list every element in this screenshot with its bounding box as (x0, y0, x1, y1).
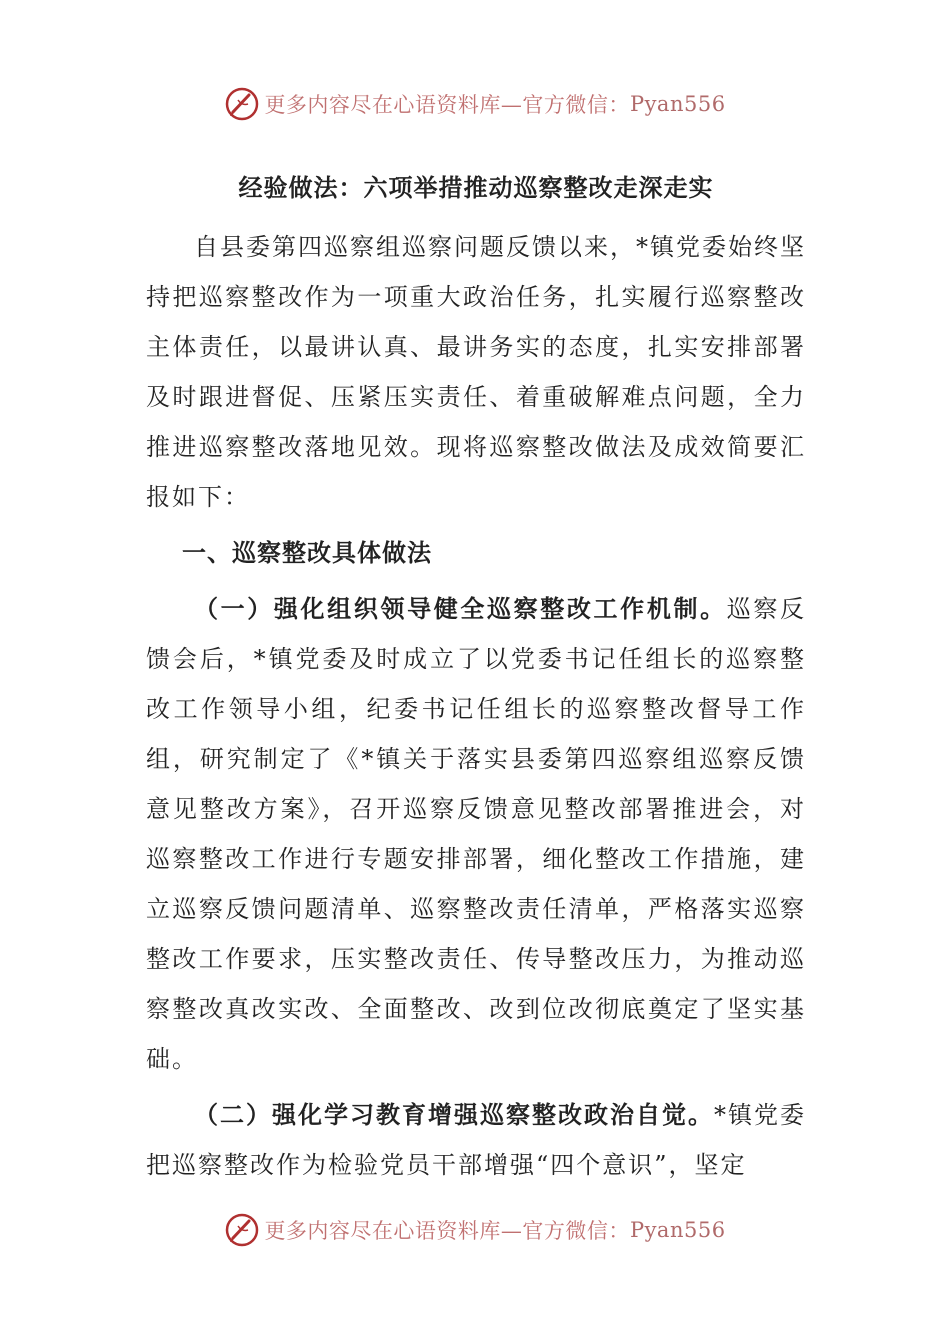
pen-logo-icon (224, 1212, 260, 1248)
banner-text: 更多内容尽在心语资料库—官方微信： (264, 1219, 630, 1243)
subsection-1-body: 巡察反馈会后，*镇党委及时成立了以党委书记任组长的巡察整改工作领导小组，纪委书记任组长的巡察整改督导工作组，研究制定了《*镇关于落实县委第四巡察组巡察反馈意见整改方案》，召开巡察反馈意见整改部署推进会，对巡察整改工作进行专题安排部署，细化整改工作措施，建立巡察反馈问题清单、巡察整改责任清单，严格落实巡察整改工作要求，压实整改责任、传导整改压力，为推动巡察整改真改实改、全面整改、改到位改彻底奠定了坚实基础。 (146, 595, 807, 1073)
subsection-2 (146, 1090, 806, 1190)
subsection-2-body: *镇党委把巡察整改作为检验党员干部增强“四个意识”，坚定 (146, 1101, 806, 1179)
document-title: 经验做法：六项举措推动巡察整改走深走实 (238, 173, 714, 202)
subsection-1 (146, 584, 806, 1084)
document-body (146, 168, 806, 1190)
banner-wechat-id: Pyan556 (629, 92, 726, 116)
subsection-2-lead: （二）强化学习教育增强巡察整改政治自觉。 (194, 1100, 714, 1129)
pen-logo-icon (224, 86, 260, 122)
intro-paragraph: 自县委第四巡察组巡察问题反馈以来，*镇党委始终坚持把巡察整改作为一项重大政治任务，扎实履行巡察整改主体责任，以最讲认真、最讲务实的态度，扎实安排部署及时跟进督促、压紧压实责任、着重破解难点问题，全力推进巡察整改落地见效。现将巡察整改做法及成效简要汇报如下： (146, 233, 806, 511)
header-banner (0, 84, 950, 124)
footer-banner (0, 1210, 950, 1250)
section-heading-1: 一、巡察整改具体做法 (182, 538, 432, 567)
banner-wechat-id: Pyan556 (629, 1218, 726, 1242)
banner-text: 更多内容尽在心语资料库—官方微信： (264, 93, 630, 117)
subsection-1-lead: （一）强化组织领导健全巡察整改工作机制。 (194, 594, 727, 623)
